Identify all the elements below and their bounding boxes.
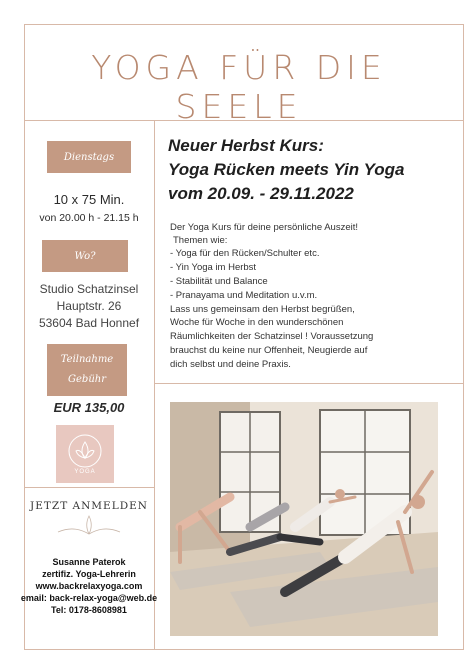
column-divider [154,120,155,650]
course-text-line: Räumlichkeiten der Schatzinsel ! Voraussetzung [170,331,374,342]
headline-1: Neuer Herbst Kurs: [168,136,324,155]
page-title: YOGA FÜR DIE SEELE [91,48,387,126]
sidebar-divider [24,487,154,488]
course-text-line: Der Yoga Kurs für deine persönliche Auszeit! [170,222,359,233]
contact-email[interactable]: email: back-relax-yoga@web.de [20,593,158,603]
logo [56,425,114,483]
day-badge: Dienstags [47,141,131,173]
fee-label-line2: Gebühr [68,374,106,385]
fee-label-line1: Teilnahme [60,354,114,365]
course-duration: 10 x 75 Min. [53,192,125,207]
yoga-class-photo [170,402,438,636]
contact-name: Susanne Paterok [52,557,126,567]
course-text-line: dich selbst und deine Praxis. [170,359,291,370]
studio-name: Studio Schatzinsel [39,282,139,296]
contact-website[interactable]: www.backrelaxyoga.com [35,581,143,591]
course-text-line: - Stabilität und Balance [170,276,268,287]
lotus-icon [67,433,103,469]
course-time: von 20.00 h - 21.15 h [39,212,139,224]
course-price: EUR 135,00 [53,400,125,415]
register-title: JETZT ANMELDEN [30,500,148,512]
course-text-line: Lass uns gemeinsam den Herbst begrüßen, [170,304,355,315]
frame-top [24,24,464,25]
headline-3: vom 20.09. - 29.11.2022 [168,184,354,203]
studio-city: 53604 Bad Honnef [38,316,140,330]
course-text-line: - Pranayama und Meditation u.v.m. [170,290,318,301]
contact-phone[interactable]: Tel: 0178-8608981 [51,605,127,615]
headline-2: Yoga Rücken meets Yin Yoga [168,160,405,179]
location-badge: Wo? [42,240,128,272]
course-text-line: Themen wie: [173,235,228,246]
course-text-line: - Yin Yoga im Herbst [170,262,257,273]
contact-title: zertifiz. Yoga-Lehrerin [42,569,136,579]
frame-bottom [24,649,464,650]
studio-street: Hauptstr. 26 [56,299,122,313]
lotus-sketch-icon [52,512,126,538]
course-text-line: Woche für Woche in den wunderschönen [170,317,344,328]
frame-right [463,24,464,650]
logo-text: YOGA [74,469,96,475]
course-text-line: - Yoga für den Rücken/Schulter etc. [170,248,320,259]
course-text-line: brauchst du keine nur Offenheit, Neugierde auf [170,345,368,356]
content-divider [154,383,464,384]
fee-badge [47,344,127,396]
